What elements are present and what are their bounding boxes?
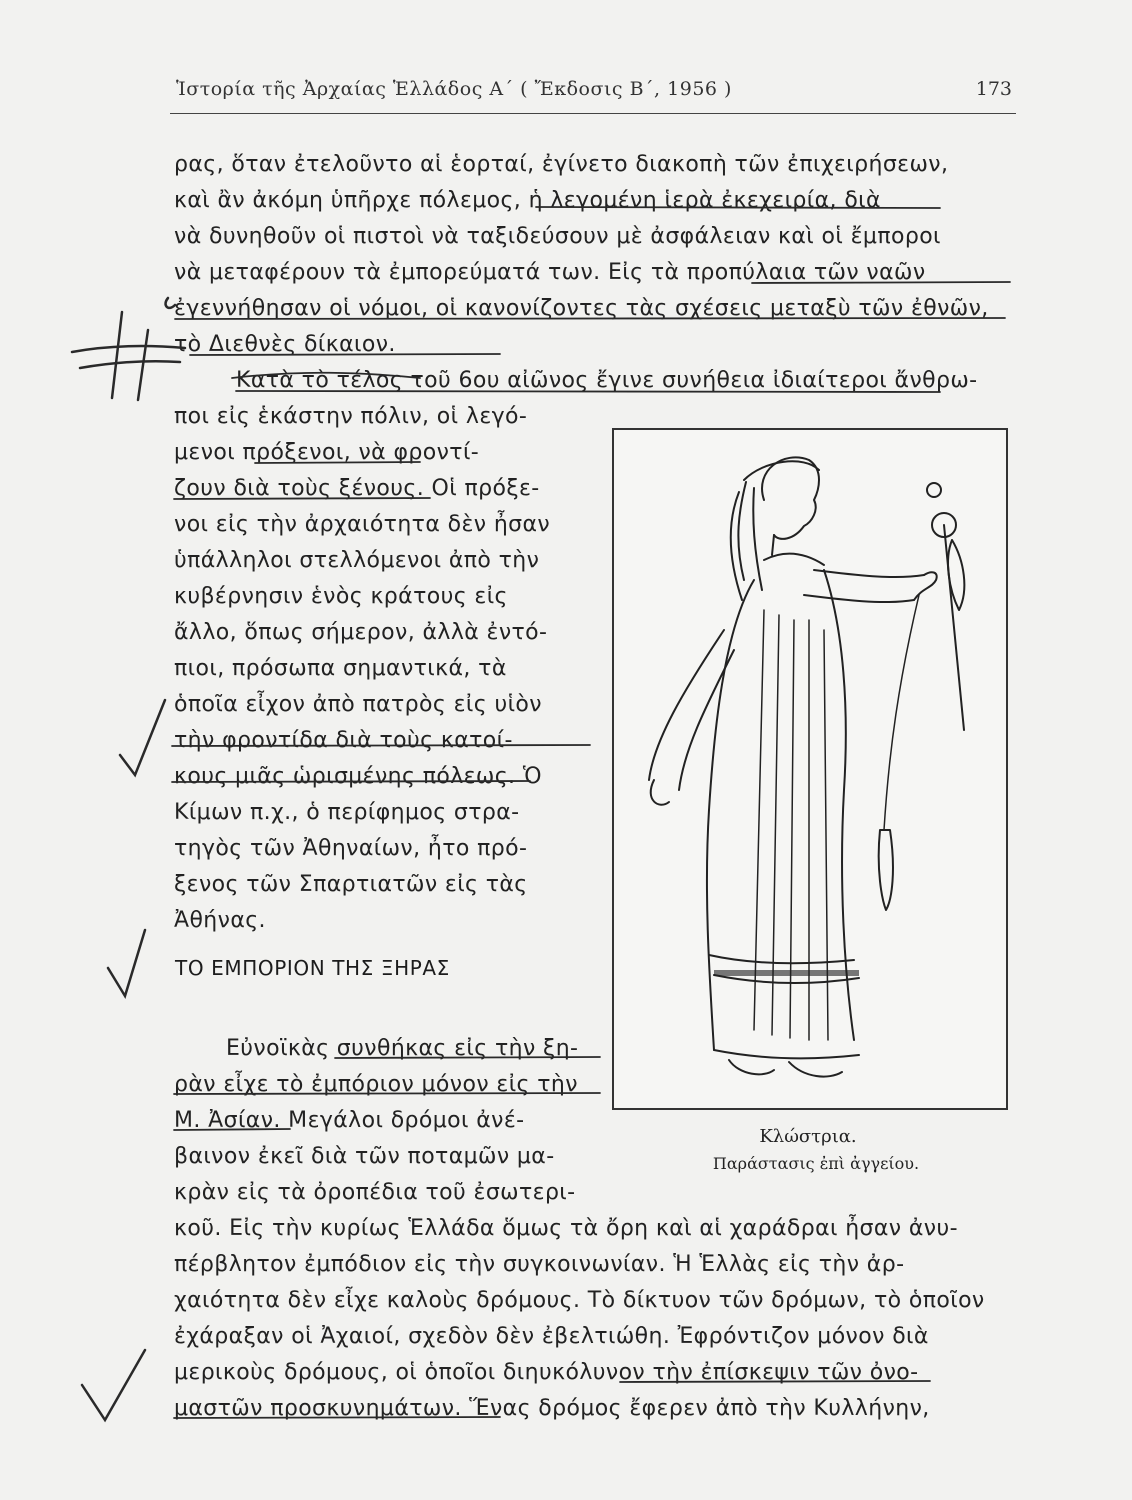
text-line: τὴν φροντίδα διὰ τοὺς κατοί- <box>174 728 513 753</box>
text-line: ἄλλο, ὅπως σήμερον, ἀλλὰ ἐντό- <box>174 620 548 645</box>
text-line: ὑπάλληλοι στελλόμενοι ἀπὸ τὴν <box>174 548 540 573</box>
text-line: ζουν διὰ τοὺς ξένους. Οἱ πρόξε- <box>174 476 540 501</box>
text-line: ποι εἰς ἑκάστην πόλιν, οἱ λεγό- <box>174 404 528 429</box>
figure-caption-subtitle: Παράστασις ἐπὶ ἀγγείου. <box>712 1154 920 1173</box>
text-line: πέρβλητον ἐμπόδιον εἰς τὴν συγκοινωνίαν. Ἡ Ἑλλὰς εἰς τὴν ἀρ- <box>174 1252 905 1277</box>
text-line: Κίμων π.χ., ὁ περίφημος στρα- <box>174 800 520 825</box>
text-line: μερικοὺς δρόμους, οἱ ὁποῖοι διηυκόλυνον τὴν ἐπίσκεψιν τῶν ὀνο- <box>174 1360 919 1385</box>
figure-frame <box>612 428 1008 1110</box>
text-line: Ἀθήνας. <box>174 908 266 933</box>
text-line: τηγὸς τῶν Ἀθηναίων, ἦτο πρό- <box>174 836 528 861</box>
text-line: νὰ μεταφέρουν τὰ ἐμπορεύματά των. Εἰς τὰ προπύλαια τῶν ναῶν <box>174 260 926 285</box>
text-line: κοῦ. Εἰς τὴν κυρίως Ἑλλάδα ὅμως τὰ ὄρη καὶ αἱ χαράδραι ἦσαν ἀνυ- <box>174 1216 958 1241</box>
text-line: νοι εἰς τὴν ἀρχαιότητα δὲν ἦσαν <box>174 512 551 537</box>
text-line: ἐγεννήθησαν οἱ νόμοι, οἱ κανονίζοντες τὰς σχέσεις μεταξὺ τῶν ἐθνῶν, <box>174 296 989 321</box>
text-line: κρὰν εἰς τὰ ὀροπέδια τοῦ ἐσωτερι- <box>174 1180 576 1205</box>
text-line: κυβέρνησιν ἑνὸς κράτους εἰς <box>174 584 508 609</box>
text-line: ρας, ὅταν ἐτελοῦντο αἱ ἑορταί, ἐγίνετο διακοπὴ τῶν ἐπιχειρήσεων, <box>174 152 949 177</box>
text-line: ξενος τῶν Σπαρτιατῶν εἰς τὰς <box>174 872 528 897</box>
text-line: νὰ δυνηθοῦν οἱ πιστοὶ νὰ ταξιδεύσουν μὲ ἀσφάλειαν καὶ οἱ ἔμποροι <box>174 224 941 249</box>
text-line: μαστῶν προσκυνημάτων. Ἕνας δρόμος ἔφερεν ἀπὸ τὴν Κυλλήνην, <box>174 1396 930 1421</box>
paragraph-first-line: Εὐνοϊκὰς συνθήκας εἰς τὴν ξη- <box>226 1036 579 1061</box>
paragraph-first-line: Κατὰ τὸ τέλος τοῦ 6ου αἰῶνος ἔγινε συνήθεια ἰδιαίτεροι ἄνθρω- <box>236 368 978 393</box>
header-rule <box>170 113 1016 114</box>
text-line: Μ. Ἀσίαν. Μεγάλοι δρόμοι ἀνέ- <box>174 1108 525 1133</box>
text-line: βαινον ἐκεῖ διὰ τῶν ποταμῶν μα- <box>174 1144 555 1169</box>
text-line: καὶ ἂν ἀκόμη ὑπῆρχε πόλεμος, ἡ λεγομένη ἱερὰ ἐκεχειρία, διὰ <box>174 188 881 213</box>
figure-caption-title: Κλώστρια. <box>759 1126 857 1147</box>
spinner-woman-illustration <box>614 430 1006 1108</box>
text-line: χαιότητα δὲν εἶχε καλοὺς δρόμους. Τὸ δίκτυον τῶν δρόμων, τὸ ὁποῖον <box>174 1288 985 1313</box>
text-line: ἐχάραξαν οἱ Ἀχαιοί, σχεδὸν δὲν ἐβελτιώθη. Ἐφρόντιζον μόνον διὰ <box>174 1324 929 1349</box>
text-line: μενοι πρόξενοι, νὰ φροντί- <box>174 440 480 465</box>
text-line: τὸ Διεθνὲς δίκαιον. <box>174 332 396 357</box>
header-title: Ἱστορία τῆς Ἀρχαίας Ἑλλάδος Α΄ ( Ἔκδοσις Β΄, 1956 ) <box>176 78 732 100</box>
text-line: πιοι, πρόσωπα σημαντικά, τὰ <box>174 656 507 681</box>
text-line: κους μιᾶς ὡρισμένης πόλεως. Ὁ <box>174 764 542 789</box>
section-heading: ΤΟ ΕΜΠΟΡΙΟΝ ΤΗΣ ΞΗΡΑΣ <box>175 956 450 980</box>
page-number: 173 <box>975 78 1012 100</box>
text-line: ρὰν εἶχε τὸ ἐμπόριον μόνον εἰς τὴν <box>174 1072 578 1097</box>
text-line: ὁποῖα εἶχον ἀπὸ πατρὸς εἰς υἱὸν <box>174 692 542 717</box>
running-header <box>176 78 1012 106</box>
